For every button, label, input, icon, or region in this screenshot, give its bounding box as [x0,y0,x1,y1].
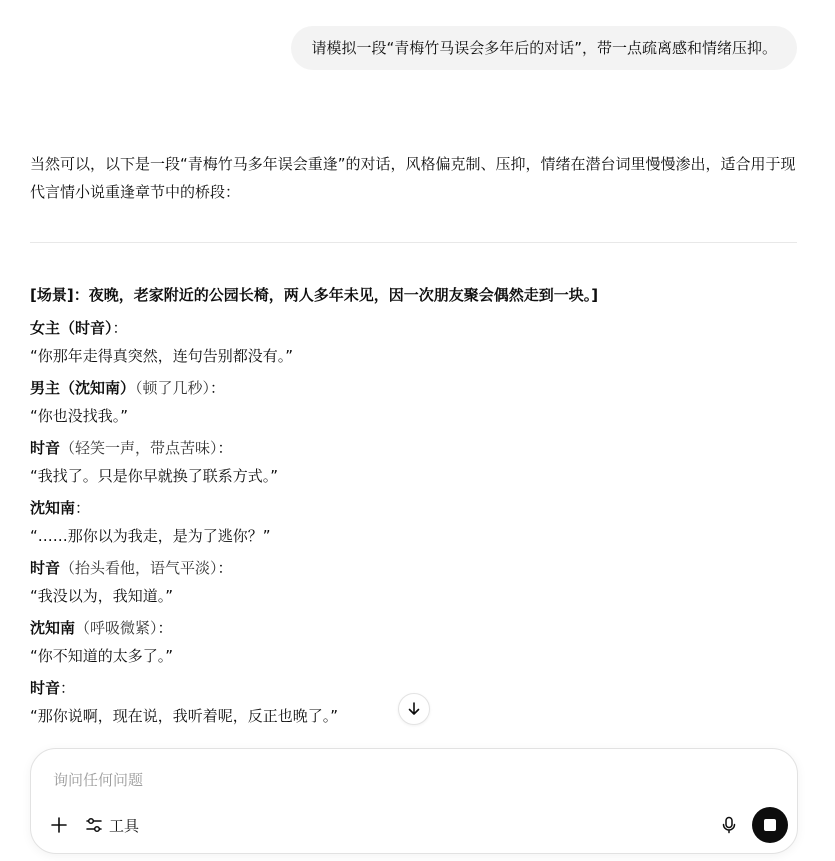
microphone-icon [721,816,737,834]
tools-button[interactable] [85,813,139,837]
divider [30,242,797,243]
speaker-line [30,376,797,400]
dialogue-line: “你那年走得真突然，连句告别都没有。” [30,347,294,365]
dialogue-turn [30,556,797,608]
user-message-bubble [291,26,797,70]
speaker-name: 沈知南 [30,499,76,517]
dialogue-turn [30,496,797,548]
speaker-name: 时音 [30,679,61,697]
dialogue-line: “……那你以为我走，是为了逃你？” [30,527,271,545]
speaker-colon: ： [217,559,233,577]
voice-input-button[interactable] [717,813,741,837]
dialogue-turn [30,616,797,668]
speaker-line [30,436,797,460]
user-message-text: 请模拟一段“青梅竹马误会多年后的对话”，带一点疏离感和情绪压抑。 [311,39,777,57]
plus-icon [50,816,68,834]
speaker-name: 女主（时音） [30,319,113,337]
stage-direction: （抬头看他，语气平淡） [60,559,218,577]
scroll-to-bottom-button[interactable] [398,693,430,725]
dialogue-line: “那你说啊，现在说，我听着呢，反正也晚了。” [30,707,339,725]
dialogue-turn [30,436,797,488]
speaker-name: 沈知南 [30,619,76,637]
speaker-line [30,316,797,340]
dialogue-line: “我没以为，我知道。” [30,587,174,605]
speaker-colon: ： [217,439,233,457]
speaker-name: 时音 [30,439,61,457]
dialogue-turn [30,376,797,428]
scene-description: [场景]：夜晚，老家附近的公园长椅，两人多年未见，因一次朋友聚会偶然走到一块。] [30,286,599,304]
assistant-intro: 当然可以，以下是一段“青梅竹马多年误会重逢”的对话，风格偏克制、压抑，情绪在潜台词里慢慢渗出，适合用于现代言情小说重逢章节中的桥段： [30,155,796,201]
speaker-line [30,616,797,640]
composer-input[interactable]: 询问任何问题 [53,771,144,789]
message-composer [30,748,798,854]
speaker-name: 男主（沈知南） [30,379,136,397]
add-attachment-button[interactable] [47,813,71,837]
speaker-colon: ： [75,499,91,517]
sliders-icon [85,816,103,834]
dialogue-turn [30,316,797,368]
arrow-down-icon [406,701,422,717]
stage-direction: （呼吸微紧） [75,619,158,637]
speaker-name: 时音 [30,559,61,577]
tools-label: 工具 [109,816,140,835]
dialogue-line: “你也没找我。” [30,407,129,425]
stage-direction: （轻笑一声，带点苦味） [60,439,218,457]
speaker-colon: ： [60,679,76,697]
stage-direction: （顿了几秒） [135,379,211,397]
dialogue-line: “你不知道的太多了。” [30,647,174,665]
speaker-line [30,556,797,580]
speaker-line [30,496,797,520]
speaker-colon: ： [210,379,226,397]
speaker-colon: ： [112,319,128,337]
dialogue-line: “我找了。只是你早就换了联系方式。” [30,467,279,485]
stop-generating-button[interactable] [752,807,788,843]
stop-icon [764,819,776,831]
speaker-colon: ： [157,619,173,637]
assistant-message [30,150,797,736]
